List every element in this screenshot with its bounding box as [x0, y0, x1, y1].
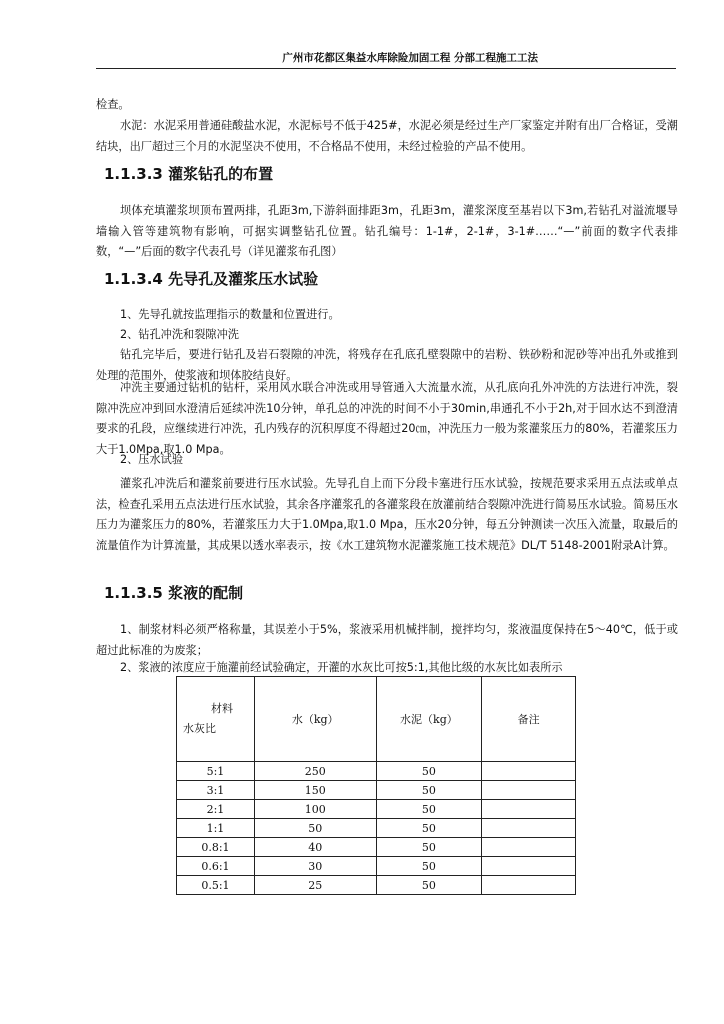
- paragraph: 2、浆液的浓度应于施灌前经试验确定，开灌的水灰比可按5:1,其他比级的水灰比如表所示: [120, 661, 563, 674]
- paragraph: 2、钻孔冲洗和裂隙冲洗: [120, 328, 239, 341]
- ratio-cell: 0.5:1: [177, 876, 255, 895]
- cement-cell: 50: [376, 857, 482, 876]
- table-row: [177, 800, 576, 819]
- cement-cell: 50: [376, 876, 482, 895]
- paragraph: 灌浆孔冲洗后和灌浆前要进行压水试验。先导孔自上而下分段卡塞进行压水试验，按规范要求采用五点法或单点法，检查孔采用五点法进行压水试验，其余各序灌浆孔的各灌浆段在放灌前结合裂隙冲洗进行简易压水试验。简易压水压力为灌浆压力的80%，若灌浆压力大于1.0Mpa,取1.0 Mpa，压水20分钟，每五分钟测读一次压入流量，取最后的流量值作为计算流量，其成果以透水率表示，按《水工建筑物水泥灌浆施工技术规范》DL/T 5148-2001附录A计算。: [96, 477, 678, 552]
- water-cell: 250: [254, 762, 376, 781]
- table-row: [177, 781, 576, 800]
- section-heading: 1.1.3.3 灌浆钻孔的布置: [104, 165, 274, 183]
- paragraph: 检查。: [96, 98, 130, 111]
- cement-cell: 50: [376, 800, 482, 819]
- table-row: [177, 857, 576, 876]
- cement-cell: 50: [376, 819, 482, 838]
- water-cell: 100: [254, 800, 376, 819]
- paragraph: 冲洗主要通过钻机的钻杆，采用风水联合冲洗或用导管通入大流量水流，从孔底向孔外冲洗的方法进行冲洗，裂隙冲洗应冲到回水澄清后延续冲洗10分钟，单孔总的冲洗的时间不小于30min,串通孔不小于2h,对于回水达不到澄清要求的孔段，应继续进行冲洗，孔内残存的沉积厚度不得超过20㎝，冲洗压力一般为浆灌浆压力的80%，若灌浆压力大于1.0Mpa,取1.0 Mpa。: [96, 381, 678, 456]
- ratio-cell: 0.8:1: [177, 838, 255, 857]
- header-title: 广州市花都区集益水库除险加固工程 分部工程施工工法: [282, 52, 538, 64]
- ratio-cell: 2:1: [177, 800, 255, 819]
- table-row: [177, 762, 576, 781]
- ratio-cell: 5:1: [177, 762, 255, 781]
- water-cell: 40: [254, 838, 376, 857]
- water-cell: 30: [254, 857, 376, 876]
- note-cell: [482, 819, 576, 838]
- paragraph: 坝体充填灌浆坝顶布置两排，孔距3m,下游斜面排距3m，孔距3m，灌浆深度至基岩以下3m,若钻孔对溢流堰导墙输入管等建筑物有影响，可据实调整钻孔位置。钻孔编号：1-1#，2-1#，3-1#……“—”前面的数字代表排数，“—”后面的数字代表孔号（详见灌浆布孔图）: [96, 204, 678, 258]
- page-header: [96, 50, 676, 69]
- section-heading: 1.1.3.5 浆液的配制: [104, 584, 244, 602]
- note-cell: [482, 876, 576, 895]
- header-water: 水（kg）: [254, 677, 376, 762]
- ratio-cell: 3:1: [177, 781, 255, 800]
- paragraph: 1、先导孔就按监理指示的数量和位置进行。: [120, 308, 340, 321]
- cement-cell: 50: [376, 762, 482, 781]
- paragraph: 水泥：水泥采用普通硅酸盐水泥，水泥标号不低于425#，水泥必须是经过生产厂家鉴定并附有出厂合格证，受潮结块，出厂超过三个月的水泥坚决不使用，不合格品不使用，未经过检验的产品不使用。: [96, 119, 678, 153]
- ratio-cell: 0.6:1: [177, 857, 255, 876]
- paragraph: 钻孔完毕后，要进行钻孔及岩石裂隙的冲洗，将残存在孔底孔壁裂隙中的岩粉、铁砂粉和泥砂等冲出孔外或推到处理的范围外，使浆液和坝体胶结良好。: [96, 348, 678, 382]
- table-corner-cell: [177, 677, 255, 762]
- water-cell: 25: [254, 876, 376, 895]
- table-row: [177, 876, 576, 895]
- table-row: [177, 838, 576, 857]
- paragraph: 1、制浆材料必须严格称量，其误差小于5%，浆液采用机械拌制，搅拌均匀，浆液温度保持在5～40℃，低于或超过此标准的为废浆；: [96, 623, 678, 657]
- note-cell: [482, 781, 576, 800]
- paragraph: 2、压水试验: [120, 453, 184, 466]
- water-cell: 50: [254, 819, 376, 838]
- cement-cell: 50: [376, 781, 482, 800]
- table-header-row: [177, 677, 576, 762]
- ratio-cell: 1:1: [177, 819, 255, 838]
- header-note: 备注: [482, 677, 576, 762]
- water-cell: 150: [254, 781, 376, 800]
- header-cement: 水泥（kg）: [376, 677, 482, 762]
- note-cell: [482, 800, 576, 819]
- note-cell: [482, 838, 576, 857]
- table-row: [177, 819, 576, 838]
- water-cement-ratio-table: [176, 676, 576, 895]
- note-cell: [482, 762, 576, 781]
- corner-top-label: 材料: [211, 702, 233, 715]
- section-heading: 1.1.3.4 先导孔及灌浆压水试验: [104, 270, 319, 288]
- note-cell: [482, 857, 576, 876]
- cement-cell: 50: [376, 838, 482, 857]
- corner-bottom-label: 水灰比: [183, 722, 216, 735]
